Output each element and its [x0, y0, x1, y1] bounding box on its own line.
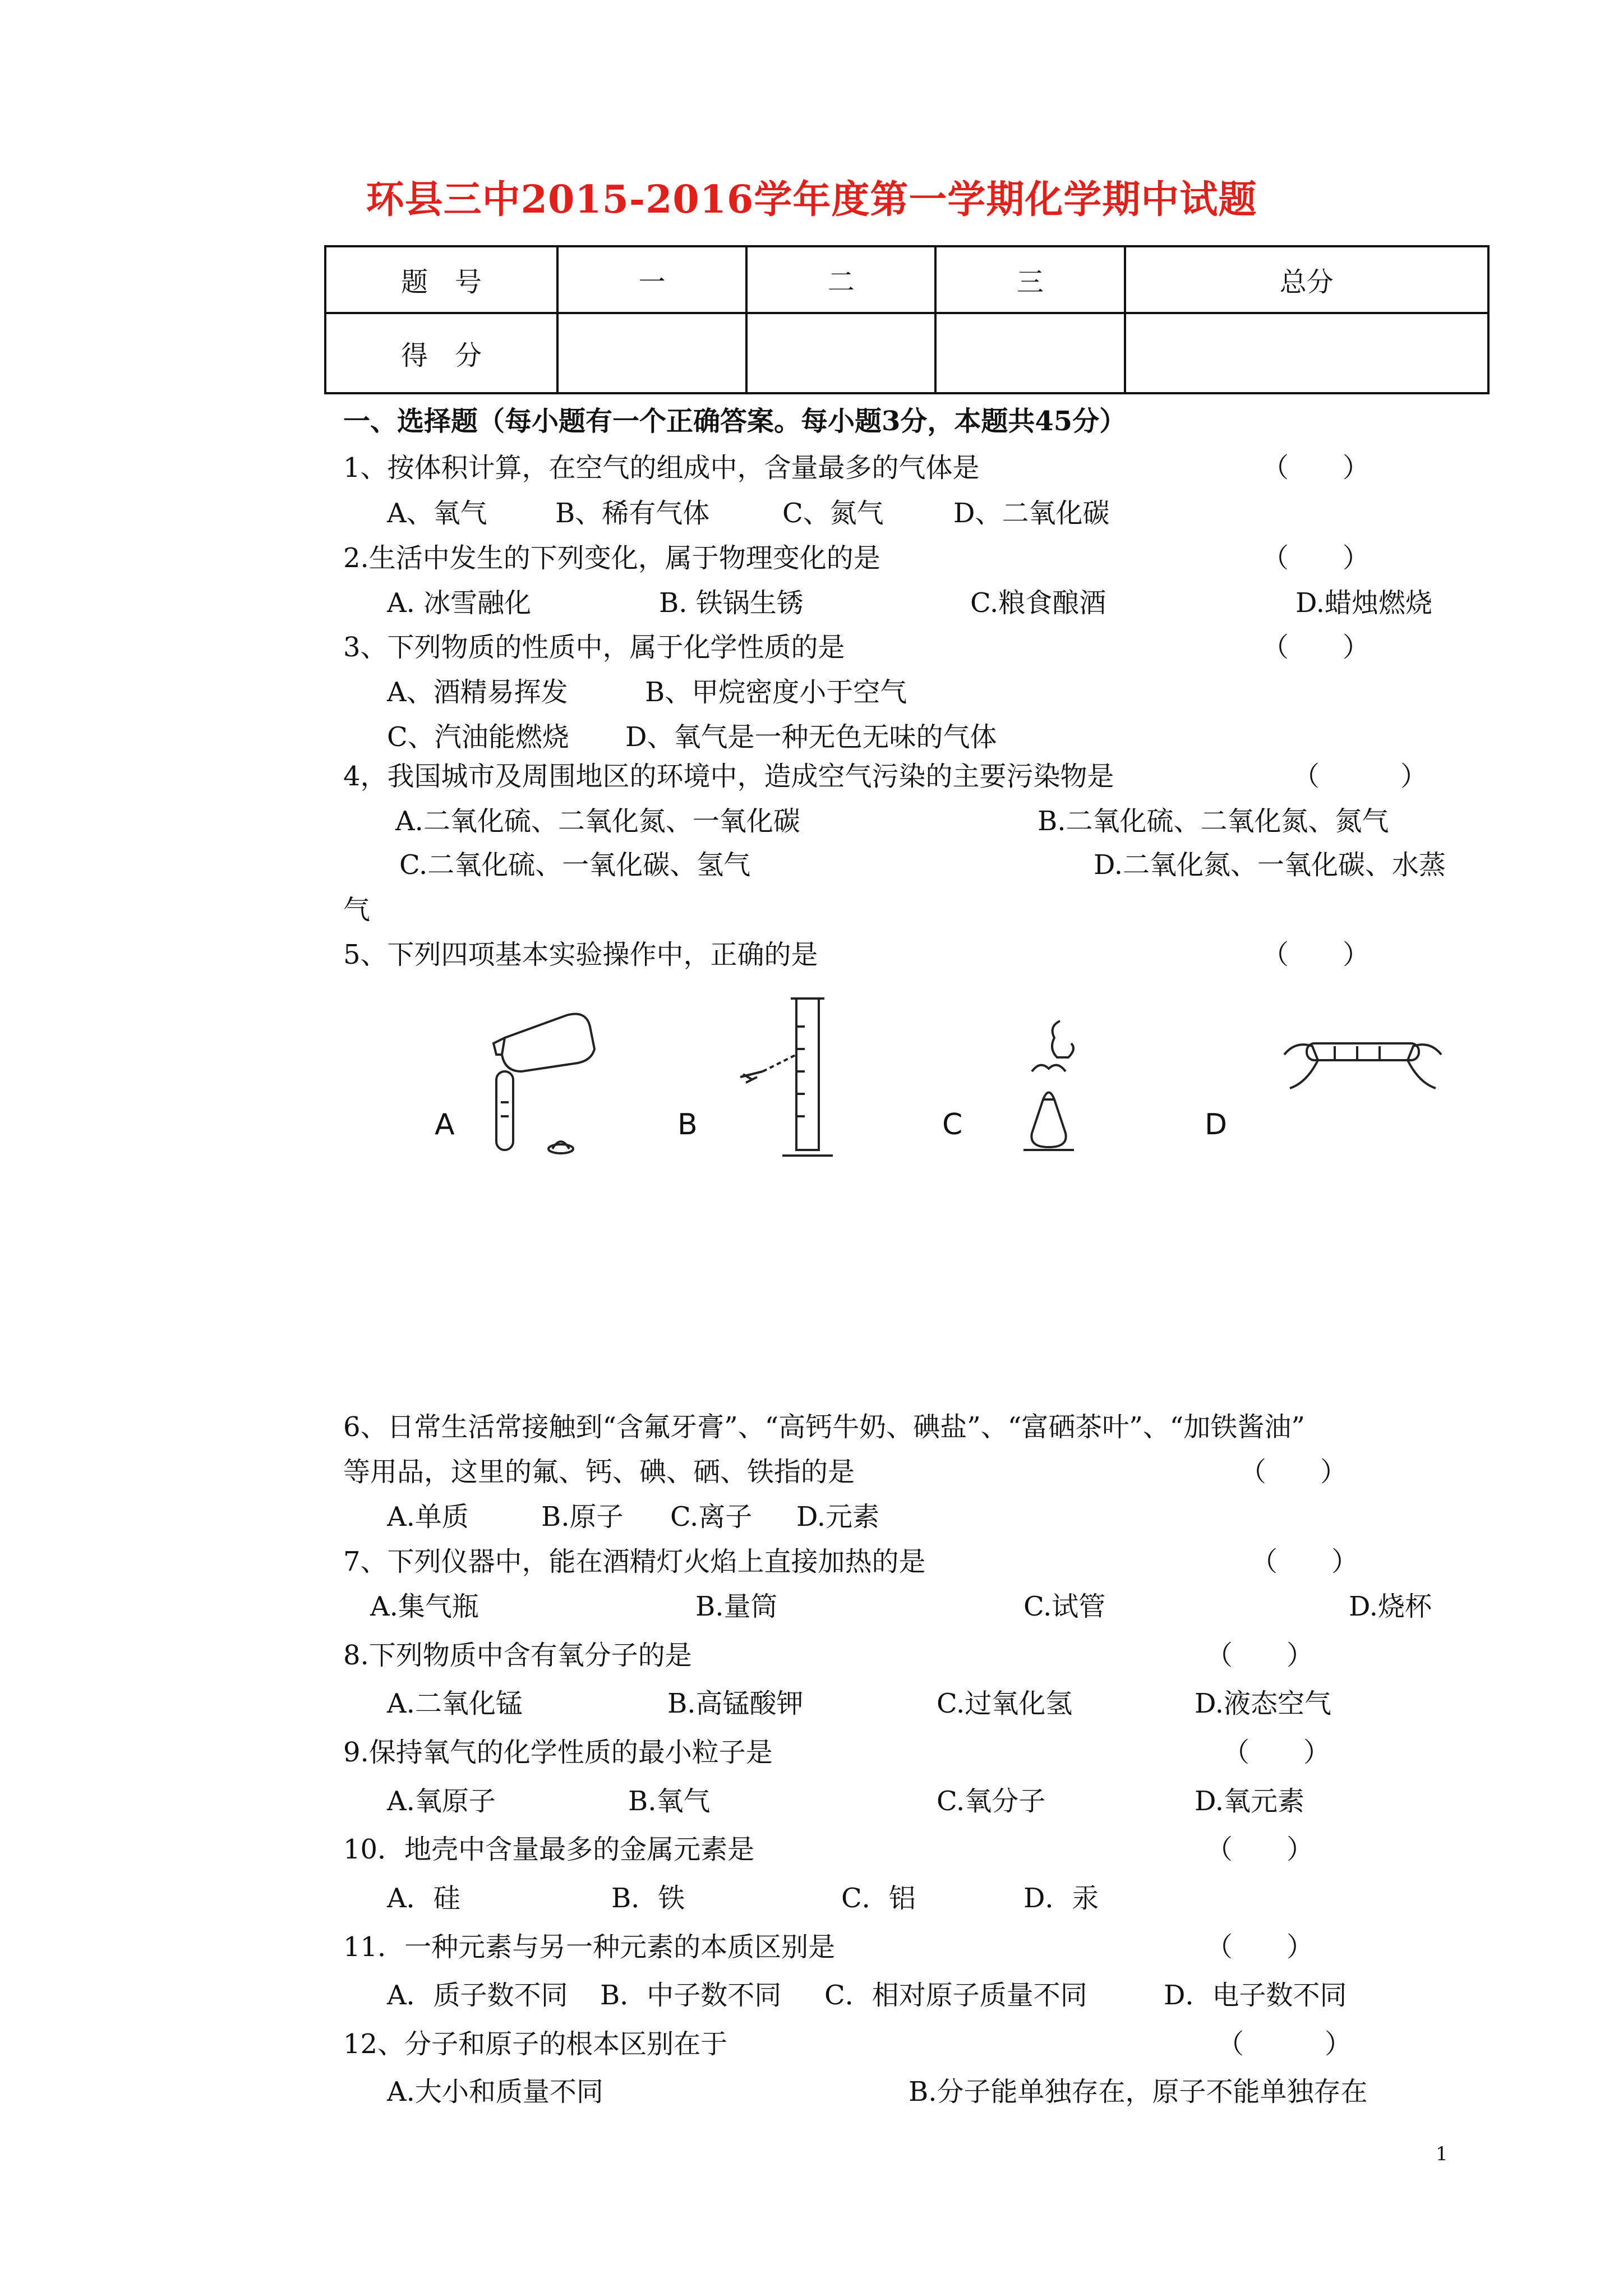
q11-stem: 11．一种元素与另一种元素的本质区别是 — [343, 1931, 836, 1963]
score-table — [324, 245, 1490, 394]
q9-answer-paren: （ ） — [1223, 1737, 1331, 1768]
q4-stem: 4，我国城市及周围地区的环境中，造成空气污染的主要污染物是 — [343, 761, 1114, 792]
q1-answer-paren: （ ） — [1262, 452, 1370, 484]
q4-option-d-continuation: 气 — [343, 894, 371, 926]
q1-stem: 1、按体积计算，在空气的组成中，含量最多的气体是 — [343, 452, 980, 484]
score-header-cell: 一 — [557, 246, 746, 313]
q6-option-a: A.单质 — [387, 1501, 469, 1533]
q3-option-d: D、氧气是一种无色无味的气体 — [625, 721, 997, 753]
q5-answer-paren: （ ） — [1262, 939, 1370, 970]
q12-option-a: A.大小和质量不同 — [387, 2076, 603, 2108]
q9-option-c: C.氧分子 — [937, 1786, 1046, 1817]
section-heading: 一、选择题（每小题有一个正确答案。每小题3分，本题共45分） — [343, 406, 1127, 437]
q9-option-a: A.氧原子 — [387, 1786, 496, 1817]
q8-answer-paren: （ ） — [1206, 1640, 1314, 1671]
q7-option-d: D.烧杯 — [1349, 1591, 1432, 1622]
q7-option-c: C.试管 — [1023, 1591, 1106, 1622]
q2-option-c: C.粮食酿酒 — [970, 587, 1106, 619]
q10-option-d: D．汞 — [1023, 1883, 1099, 1914]
q10-option-b: B．铁 — [611, 1883, 685, 1914]
q10-answer-paren: （ ） — [1206, 1834, 1314, 1865]
q4-option-b: B.二氧化硫、二氧化氮、氮气 — [1038, 806, 1389, 837]
q7-option-a: A.集气瓶 — [370, 1591, 479, 1622]
q3-stem: 3、下列物质的性质中，属于化学性质的是 — [343, 632, 845, 663]
q4-option-c: C.二氧化硫、一氧化碳、氢气 — [399, 849, 751, 881]
q6-answer-paren: （ ） — [1239, 1456, 1348, 1488]
q7-stem: 7、下列仪器中，能在酒精灯火焰上直接加热的是 — [343, 1546, 926, 1577]
q3-option-c: C、汽油能燃烧 — [387, 721, 569, 753]
q8-option-a: A.二氧化锰 — [387, 1688, 523, 1719]
figure-label-d: D — [1205, 1108, 1228, 1142]
q6-stem: 6、日常生活常接触到“含氟牙膏”、“高钙牛奶、碘盐”、“富硒茶叶”、“加铁酱油” — [343, 1411, 1305, 1443]
q4-option-d: D.二氧化氮、一氧化碳、水蒸 — [1094, 849, 1446, 881]
q6-option-d: D.元素 — [796, 1501, 880, 1533]
score-header-cell: 二 — [746, 246, 935, 313]
pouring-liquid-figure — [482, 1004, 600, 1161]
q3-option-a: A、酒精易挥发 — [387, 677, 568, 708]
q3-answer-paren: （ ） — [1262, 632, 1370, 663]
q11-answer-paren: （ ） — [1206, 1931, 1314, 1963]
score-header-cell: 三 — [935, 246, 1124, 313]
q8-stem: 8.下列物质中含有氧分子的是 — [343, 1640, 692, 1671]
q2-option-a: A. 冰雪融化 — [387, 587, 532, 619]
q11-option-d: D．电子数不同 — [1164, 1980, 1347, 2011]
figure-label-a: A — [435, 1108, 455, 1142]
q4-answer-paren: （ ） — [1293, 761, 1428, 792]
score-cell — [746, 313, 935, 393]
q2-stem: 2.生活中发生的下列变化，属于物理变化的是 — [343, 542, 880, 574]
score-cell — [1125, 313, 1488, 393]
q8-option-c: C.过氧化氢 — [937, 1688, 1073, 1719]
q10-option-a: A．硅 — [387, 1883, 460, 1914]
q11-option-c: C．相对原子质量不同 — [824, 1980, 1087, 2011]
figure-label-b: B — [677, 1108, 698, 1142]
q12-option-b: B.分子能单独存在，原子不能单独存在 — [909, 2076, 1368, 2108]
exam-title: 环县三中2015-2016学年度第一学期化学期中试题 — [366, 177, 1257, 222]
page-number: 1 — [1436, 2143, 1448, 2165]
score-table-score-row — [325, 313, 1488, 393]
q9-stem: 9.保持氧气的化学性质的最小粒子是 — [343, 1737, 773, 1768]
figure-label-c: C — [942, 1108, 963, 1142]
test-tube-hands-figure — [1273, 1021, 1453, 1122]
q7-answer-paren: （ ） — [1251, 1546, 1359, 1577]
score-cell — [557, 313, 746, 393]
q8-option-b: B.高锰酸钾 — [667, 1688, 804, 1719]
q12-stem: 12、分子和原子的根本区别在于 — [343, 2028, 728, 2060]
q11-option-a: A．质子数不同 — [387, 1980, 568, 2011]
smelling-gas-figure — [993, 1015, 1105, 1161]
q1-option-d: D、二氧化碳 — [953, 498, 1110, 529]
q10-option-c: C．铝 — [841, 1883, 916, 1914]
q6-stem-continuation: 等用品，这里的氟、钙、碘、硒、铁指的是 — [343, 1456, 855, 1488]
q9-option-d: D.氧元素 — [1195, 1786, 1305, 1817]
q7-option-b: B.量筒 — [695, 1591, 778, 1622]
score-row-label: 得 分 — [325, 313, 557, 393]
graduated-cylinder-figure — [729, 993, 841, 1167]
q12-answer-paren: （ ） — [1217, 2028, 1352, 2060]
q6-option-b: B.原子 — [541, 1501, 624, 1533]
q1-option-c: C、氮气 — [782, 498, 884, 529]
q2-option-d: D.蜡烛燃烧 — [1295, 587, 1433, 619]
score-header-cell: 题 号 — [325, 246, 557, 313]
q1-option-b: B、稀有气体 — [555, 498, 710, 529]
q6-option-c: C.离子 — [670, 1501, 753, 1533]
score-table-header-row — [325, 246, 1488, 313]
q8-option-d: D.液态空气 — [1195, 1688, 1332, 1719]
q10-stem: 10．地壳中含量最多的金属元素是 — [343, 1834, 755, 1865]
q2-option-b: B. 铁锅生锈 — [659, 587, 804, 619]
q9-option-b: B.氧气 — [628, 1786, 711, 1817]
q4-option-a: A.二氧化硫、二氧化氮、一氧化碳 — [395, 806, 800, 837]
q3-option-b: B、甲烷密度小于空气 — [645, 677, 907, 708]
score-header-cell: 总分 — [1125, 246, 1488, 313]
q2-answer-paren: （ ） — [1262, 542, 1370, 574]
q11-option-b: B．中子数不同 — [600, 1980, 782, 2011]
score-cell — [935, 313, 1124, 393]
q5-stem: 5、下列四项基本实验操作中，正确的是 — [343, 939, 818, 970]
q1-option-a: A、氧气 — [387, 498, 487, 529]
